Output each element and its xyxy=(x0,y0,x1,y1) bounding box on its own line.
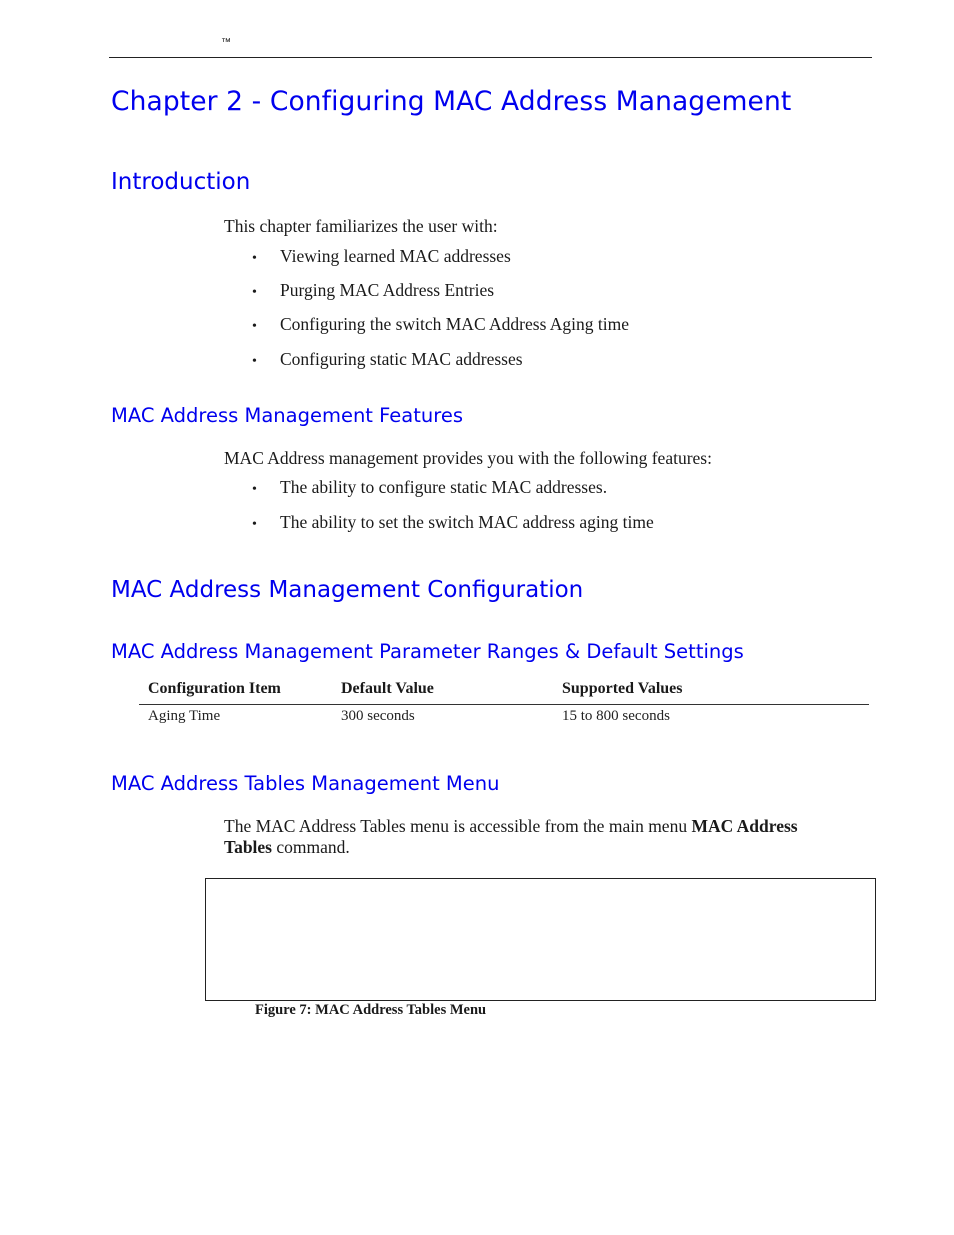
bullet-icon: • xyxy=(252,354,257,369)
chapter-title: Chapter 2 - Configuring MAC Address Management xyxy=(111,86,792,117)
tables-menu-text-line1: The MAC Address Tables menu is accessible from the main menu MAC Address xyxy=(224,816,798,836)
list-item: • Purging MAC Address Entries xyxy=(252,280,495,300)
table-header-supported-values: Supported Values xyxy=(562,680,683,697)
introduction-heading: Introduction xyxy=(111,169,251,195)
figure-caption: Figure 7: MAC Address Tables Menu xyxy=(255,1002,487,1018)
header-rule xyxy=(109,57,872,58)
bullet-icon: • xyxy=(252,285,257,300)
features-text: MAC Address management provides you with the following features: xyxy=(224,448,712,468)
list-item: • The ability to set the switch MAC address aging time xyxy=(252,512,654,532)
table-cell-aging-time: Aging Time xyxy=(148,708,221,724)
features-heading: MAC Address Management Features xyxy=(111,404,463,427)
list-item: • Configuring the switch MAC Address Aging time xyxy=(252,314,630,334)
configuration-heading: MAC Address Management Configuration xyxy=(111,577,584,603)
tables-menu-heading: MAC Address Tables Management Menu xyxy=(111,772,500,795)
trademark-mark: ™ xyxy=(221,37,231,48)
table-header-configuration-item: Configuration Item xyxy=(148,680,281,697)
bullet-icon: • xyxy=(252,319,257,334)
table-header-default-value: Default Value xyxy=(341,680,434,697)
introduction-text: This chapter familiarizes the user with: xyxy=(224,216,498,236)
figure-frame xyxy=(205,878,876,1001)
list-item: • Configuring static MAC addresses xyxy=(252,349,523,369)
list-item: • Viewing learned MAC addresses xyxy=(252,246,511,266)
parameters-heading: MAC Address Management Parameter Ranges & Default Settings xyxy=(111,640,744,663)
table-header-rule xyxy=(139,704,869,705)
table-cell-default: 300 seconds xyxy=(341,708,415,724)
table-cell-supported: 15 to 800 seconds xyxy=(562,708,670,724)
bullet-icon: • xyxy=(252,482,257,497)
tables-menu-text-line2: Tables command. xyxy=(224,837,350,857)
bullet-icon: • xyxy=(252,517,257,532)
list-item: • The ability to configure static MAC addresses. xyxy=(252,477,608,497)
bullet-icon: • xyxy=(252,251,257,266)
